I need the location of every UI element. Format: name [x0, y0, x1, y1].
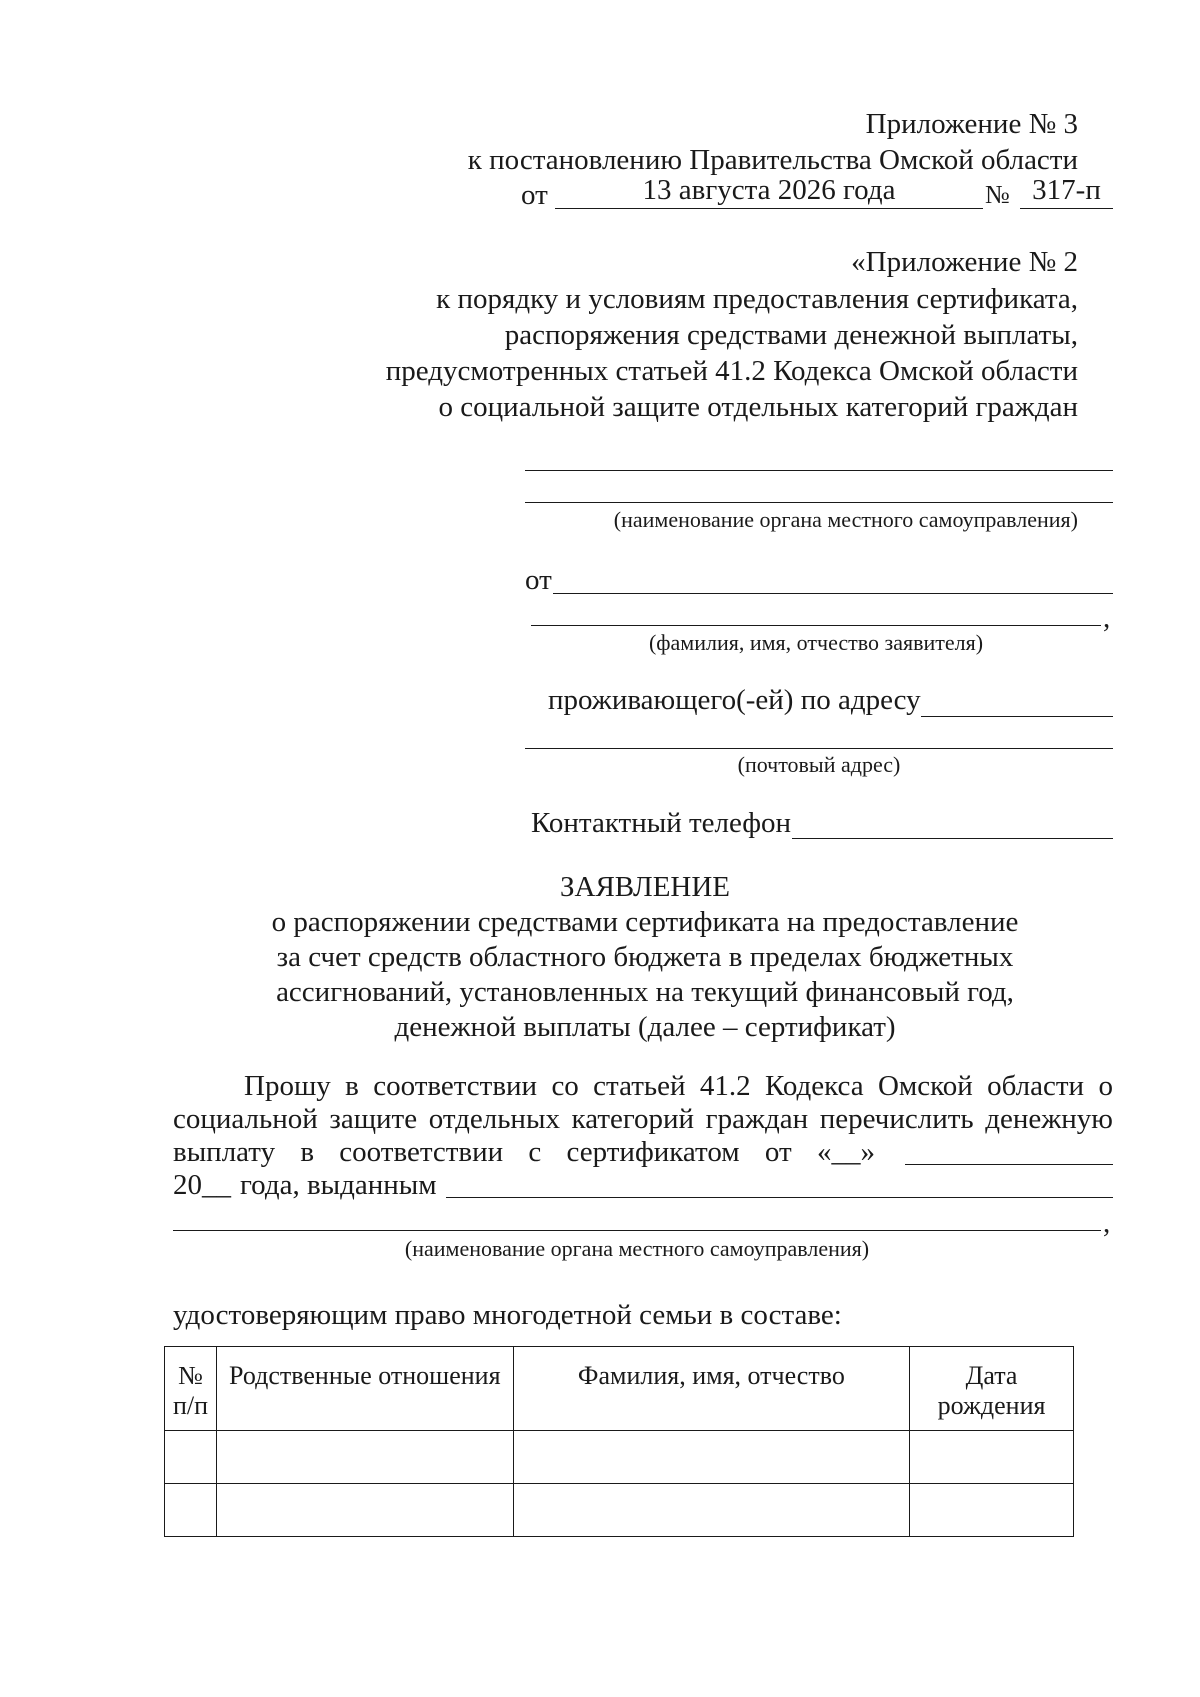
applicant-name-comma: , — [1103, 602, 1111, 634]
table-row — [165, 1431, 1074, 1484]
address-caption: (почтовый адрес) — [737, 752, 901, 777]
issued-by-line-2 — [173, 1230, 1101, 1231]
body-word: граждан — [705, 1103, 809, 1135]
body-word: области — [987, 1070, 1085, 1102]
document-subtitle-3: ассигнований, установленных на текущий финансовый год, — [276, 976, 1014, 1008]
table-header-relation: Родственные отношения — [216, 1347, 513, 1431]
org-name-caption: (наименование органа местного самоуправления) — [613, 507, 1078, 532]
appendix2-heading: «Приложение № 2 — [851, 246, 1078, 278]
table-cell — [165, 1484, 217, 1537]
body-word: защите — [329, 1103, 418, 1135]
body-word: сертификатом — [566, 1136, 740, 1168]
table-cell — [216, 1484, 513, 1537]
certificate-month-line — [905, 1164, 1113, 1165]
table-header-number: № п/п — [165, 1347, 217, 1431]
body-word: перечислить — [819, 1103, 974, 1135]
resolution-reference: к постановлению Правительства Омской области — [467, 144, 1078, 176]
body-word: о — [1098, 1070, 1113, 1102]
applicant-from-label: от — [525, 564, 552, 596]
body-word: денежную — [985, 1103, 1113, 1135]
resolution-number: 317-п — [1032, 174, 1101, 206]
body-word: соответствии — [373, 1070, 538, 1102]
body-line-1 — [244, 1069, 1113, 1103]
body-word: статьей — [593, 1070, 686, 1102]
body-word: Прошу — [244, 1070, 331, 1102]
body-word: выплату — [173, 1136, 276, 1168]
table-header-birthdate: Дата рождения — [910, 1347, 1074, 1431]
family-composition-label: удостоверяющим право многодетной семьи в составе: — [173, 1299, 842, 1331]
body-word: со — [551, 1070, 579, 1102]
resolution-date-underline — [555, 208, 983, 209]
document-subtitle-2: за счет средств областного бюджета в пределах бюджетных — [276, 941, 1014, 973]
certificate-year: 20__ — [173, 1169, 231, 1201]
document-title: ЗАЯВЛЕНИЕ — [559, 871, 731, 903]
appendix2-line-4: предусмотренных статьей 41.2 Кодекса Омской области — [385, 355, 1078, 387]
table-cell — [165, 1431, 217, 1484]
resolution-date: 13 августа 2026 года — [642, 174, 896, 206]
table-cell — [513, 1431, 909, 1484]
appendix2-line-3: распоряжения средствами денежной выплаты, — [504, 319, 1078, 351]
resolution-number-sign: № — [985, 180, 1010, 209]
table-cell — [513, 1484, 909, 1537]
body-word: соответствии — [339, 1136, 504, 1168]
issued-by-comma: , — [1103, 1207, 1111, 1239]
address-line-1 — [921, 716, 1113, 717]
appendix2-line-5: о социальной защите отдельных категорий граждан — [438, 391, 1078, 423]
issued-by-label: года, выданным — [240, 1169, 437, 1201]
body-word: отдельных — [428, 1103, 560, 1135]
body-line-2 — [173, 1102, 1113, 1136]
document-subtitle-4: денежной выплаты (далее – сертификат) — [394, 1011, 896, 1043]
body-word: с — [528, 1136, 542, 1168]
resolution-from-label: от — [521, 179, 548, 211]
address-label: проживающего(-ей) по адресу — [548, 684, 921, 716]
applicant-name-line-1 — [553, 593, 1113, 594]
body-word: в — [345, 1070, 359, 1102]
phone-line — [792, 838, 1113, 839]
body-word: 41.2 — [699, 1070, 751, 1102]
applicant-name-caption: (фамилия, имя, отчество заявителя) — [648, 630, 984, 655]
table-header-fullname: Фамилия, имя, отчество — [513, 1347, 909, 1431]
org-name-line-1 — [525, 470, 1113, 471]
table-cell — [216, 1431, 513, 1484]
body-word: социальной — [173, 1103, 318, 1135]
body-word: Кодекса — [764, 1070, 864, 1102]
appendix2-line-2: к порядку и условиям предоставления сертификата, — [436, 283, 1078, 315]
applicant-name-line-2 — [531, 625, 1101, 626]
certificate-day: «__» — [816, 1136, 875, 1168]
table-cell — [910, 1484, 1074, 1537]
body-line-3 — [173, 1135, 875, 1169]
body-word: от — [764, 1136, 792, 1168]
body-word: Омской — [877, 1070, 973, 1102]
resolution-number-underline — [1020, 208, 1113, 209]
family-table — [164, 1346, 1074, 1537]
issued-by-line-1 — [446, 1197, 1113, 1198]
body-word: в — [300, 1136, 315, 1168]
document-subtitle-1: о распоряжении средствами сертификата на предоставление — [271, 906, 1019, 938]
table-row — [165, 1484, 1074, 1537]
phone-label: Контактный телефон — [531, 807, 792, 839]
issued-by-caption: (наименование органа местного самоуправления) — [404, 1236, 870, 1261]
appendix3-heading: Приложение № 3 — [865, 108, 1078, 140]
body-word: категорий — [571, 1103, 695, 1135]
org-name-line-2 — [525, 502, 1113, 503]
table-cell — [910, 1431, 1074, 1484]
table-header-row — [165, 1347, 1074, 1431]
address-line-2 — [525, 748, 1113, 749]
